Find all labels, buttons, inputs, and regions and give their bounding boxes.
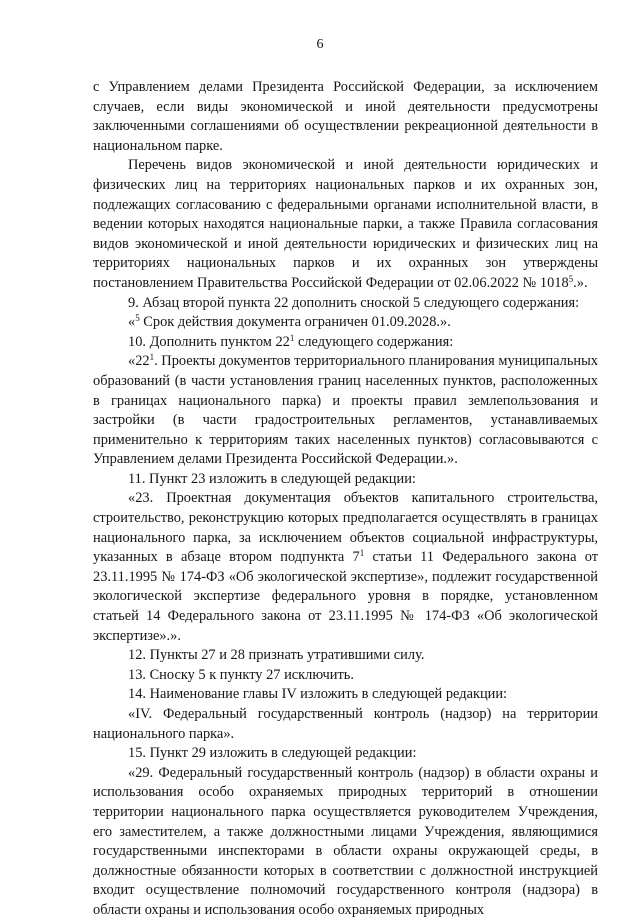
text-run: «23. Проектная документация объектов капитального строительства, строительство, реконструкцию которых предполагается осуществлять в границах национального парка, за исключением объектов социальной инфраструктуры, указанных в абзаце втором подпункта 7 — [93, 490, 598, 566]
text-run: 11. Пункт 23 изложить в следующей редакции: — [128, 470, 416, 487]
paragraph — [93, 333, 598, 353]
text-run: 15. Пункт 29 изложить в следующей редакции: — [128, 745, 417, 762]
paragraph — [93, 744, 598, 764]
paragraph — [93, 470, 598, 490]
text-run: с Управлением делами Президента Российской Федерации, за исключением случаев, если виды экономической и иной деятельности предусмотрены заключенными соглашениями об осуществлении рекреационной деятельности в национальном парке. — [93, 79, 598, 154]
paragraph — [93, 156, 598, 293]
paragraph — [93, 294, 598, 314]
paragraph — [93, 764, 598, 921]
paragraph — [93, 313, 598, 333]
document-body — [93, 78, 598, 921]
text-run: следующего содержания: — [294, 333, 454, 350]
paragraph — [93, 666, 598, 686]
footnote-marker: 1 — [289, 332, 295, 343]
text-run: 13. Сноску 5 к пункту 27 исключить. — [128, 666, 354, 683]
text-run: 9. Абзац второй пункта 22 дополнить сноской 5 следующего содержания: — [128, 294, 580, 311]
text-run: . Проекты документов территориального планирования муниципальных образований (в части установления границ населенных пунктов, расположенных в границах национального парка) и проекты правил землепользования и застройки (в части градостроительных регламентов, устанавливаемых применительно к территориям таких населенных пунктов) согласовываются с Управлением делами Президента Российской Федерации.». — [93, 353, 598, 468]
text-run: « — [128, 314, 136, 331]
page-number: 6 — [316, 37, 324, 52]
text-run: .». — [573, 274, 588, 291]
paragraph — [93, 489, 598, 646]
paragraph — [93, 685, 598, 705]
text-run: 10. Дополнить пунктом 22 — [128, 333, 290, 350]
text-run: статьи 11 Федерального закона от 23.11.1995 № 174-ФЗ «Об экологической экспертизе», подлежит государственной экологической экспертизе федерального уровня в порядке, установленном статьей 14 Федерального закона от 23.11.1995 № 174-ФЗ «Об экологической экспертизе».». — [93, 549, 598, 644]
paragraph — [93, 78, 598, 156]
text-run: 14. Наименование главы IV изложить в следующей редакции: — [128, 686, 508, 703]
text-run: «29. Федеральный государственный контроль (надзор) в области охраны и использования особо охраняемых природных территорий в отношении территории национального парка осуществляется руководителем Учреждения, его заместителем, а также должностными лицами Учреждения, являющимися государственными инспекторами в области охраны окружающей среды, в должностные обязанности которых в соответствии с должностной инструкцией входит осуществление полномочий государственного контроля (надзора) в области охраны и использования особо охраняемых природных — [93, 764, 598, 918]
footnote-marker: 5 — [135, 313, 140, 324]
text-run: «22 — [128, 353, 150, 370]
paragraph — [93, 705, 598, 744]
footnote-marker: 5 — [568, 273, 574, 284]
text-run: Перечень видов экономической и иной деятельности юридических и физических лиц на территориях национальных парков и их охранных зон, подлежащих согласованию с федеральными органами исполнительной власти, в ведении которых находятся национальные парки, а также Правила согласования видов экономической и иной деятельности юридических и физических лиц на территориях национальных парков и их охранных зон утверждены постановлением Правительства Российской Федерации от 02.06.2022 № 1018 — [93, 157, 598, 291]
footnote-marker: 1 — [149, 352, 155, 363]
text-run: Срок действия документа ограничен 01.09.2028.». — [139, 314, 451, 331]
text-run: 12. Пункты 27 и 28 признать утратившими силу. — [128, 647, 425, 664]
paragraph — [93, 646, 598, 666]
text-run: «IV. Федеральный государственный контроль (надзор) на территории национального парка». — [93, 706, 598, 742]
footnote-marker: 1 — [359, 548, 365, 559]
paragraph — [93, 352, 598, 470]
